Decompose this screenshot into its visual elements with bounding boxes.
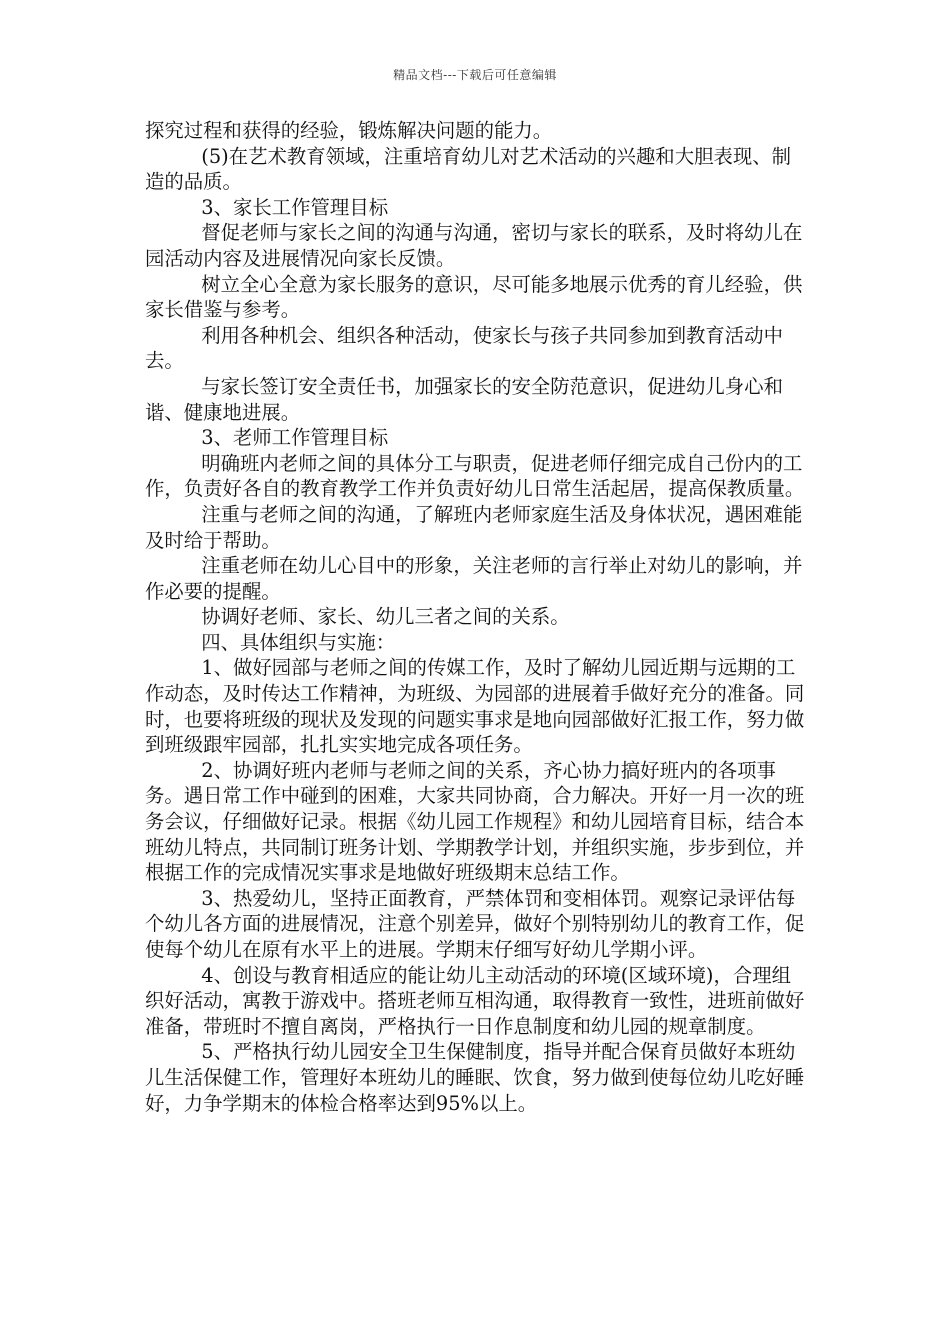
paragraph: 明确班内老师之间的具体分工与职责，促进老师仔细完成自己份内的工作，负责好各自的教育教学工作并负责好幼儿日常生活起居，提高保教质量。 <box>145 451 805 501</box>
section-heading: 3、老师工作管理目标 <box>201 426 389 450</box>
paragraph: (5)在艺术教育领域，注重培育幼儿对艺术活动的兴趣和大胆表现、制造的品质。 <box>145 144 792 194</box>
section-heading: 四、具体组织与实施： <box>201 630 396 654</box>
paragraph: 1、做好园部与老师之间的传媒工作，及时了解幼儿园近期与远期的工作动态，及时传达工作精神，为班级、为园部的进展着手做好充分的准备。同时，也要将班级的现状及发现的问题实事求是地向园部做好汇报工作，努力做到班级跟牢园部，扎扎实实地完成各项任务。 <box>145 656 805 757</box>
paragraph: 注重老师在幼儿心目中的形象，关注老师的言行举止对幼儿的影响，并作必要的提醒。 <box>145 554 803 603</box>
paragraph: 利用各种机会、组织各种活动，使家长与孩子共同参加到教育活动中去。 <box>145 323 783 373</box>
paragraph: 探究过程和获得的经验，锻炼解决问题的能力。 <box>145 119 553 142</box>
document-body <box>145 118 810 1116</box>
paragraph: 注重与老师之间的沟通，了解班内老师家庭生活及身体状况，遇困难能及时给于帮助。 <box>145 502 803 552</box>
paragraph: 协调好老师、家长、幼儿三者之间的关系。 <box>201 605 570 629</box>
paragraph: 督促老师与家长之间的沟通与沟通，密切与家长的联系，及时将幼儿在园活动内容及进展情况向家长反馈。 <box>145 221 803 270</box>
paragraph: 4、创设与教育相适应的能让幼儿主动活动的环境(区域环境)，合理组织好活动，寓教于游戏中。搭班老师互相沟通，取得教育一致性，进班前做好准备，带班时不擅自离岗，严格执行一日作息制度和幼儿园的规章制度。 <box>145 963 805 1038</box>
paragraph: 与家长签订安全责任书，加强家长的安全防范意识，促进幼儿身心和谐、健康地进展。 <box>145 374 783 424</box>
paragraph: 5、严格执行幼儿园安全卫生保健制度，指导并配合保育员做好本班幼儿生活保健工作，管理好本班幼儿的睡眠、饮食，努力做到使每位幼儿吃好睡好，力争学期末的体检合格率达到95%以上。 <box>145 1040 805 1115</box>
section-heading: 3、家长工作管理目标 <box>201 195 389 219</box>
paragraph: 3、热爱幼儿，坚持正面教育，严禁体罚和变相体罚。观察记录评估每个幼儿各方面的进展情况，注意个别差异，做好个别特别幼儿的教育工作，促使每个幼儿在原有水平上的进展。学期末仔细写好幼儿学期小评。 <box>145 886 805 961</box>
paragraph: 树立全心全意为家长服务的意识，尽可能多地展示优秀的育儿经验，供家长借鉴与参考。 <box>145 272 803 322</box>
page-header: 精品文档---下载后可任意编辑 <box>393 68 557 82</box>
paragraph: 2、协调好班内老师与老师之间的关系，齐心协力搞好班内的各项事务。遇日常工作中碰到的困难，大家共同协商，合力解决。开好一月一次的班务会议，仔细做好记录。根据《幼儿园工作规程》和幼儿园培育目标，结合本班幼儿特点，共同制订班务计划、学期教学计划，并组织实施，步步到位，并根据工作的完成情况实事求是地做好班级期末总结工作。 <box>145 758 805 885</box>
